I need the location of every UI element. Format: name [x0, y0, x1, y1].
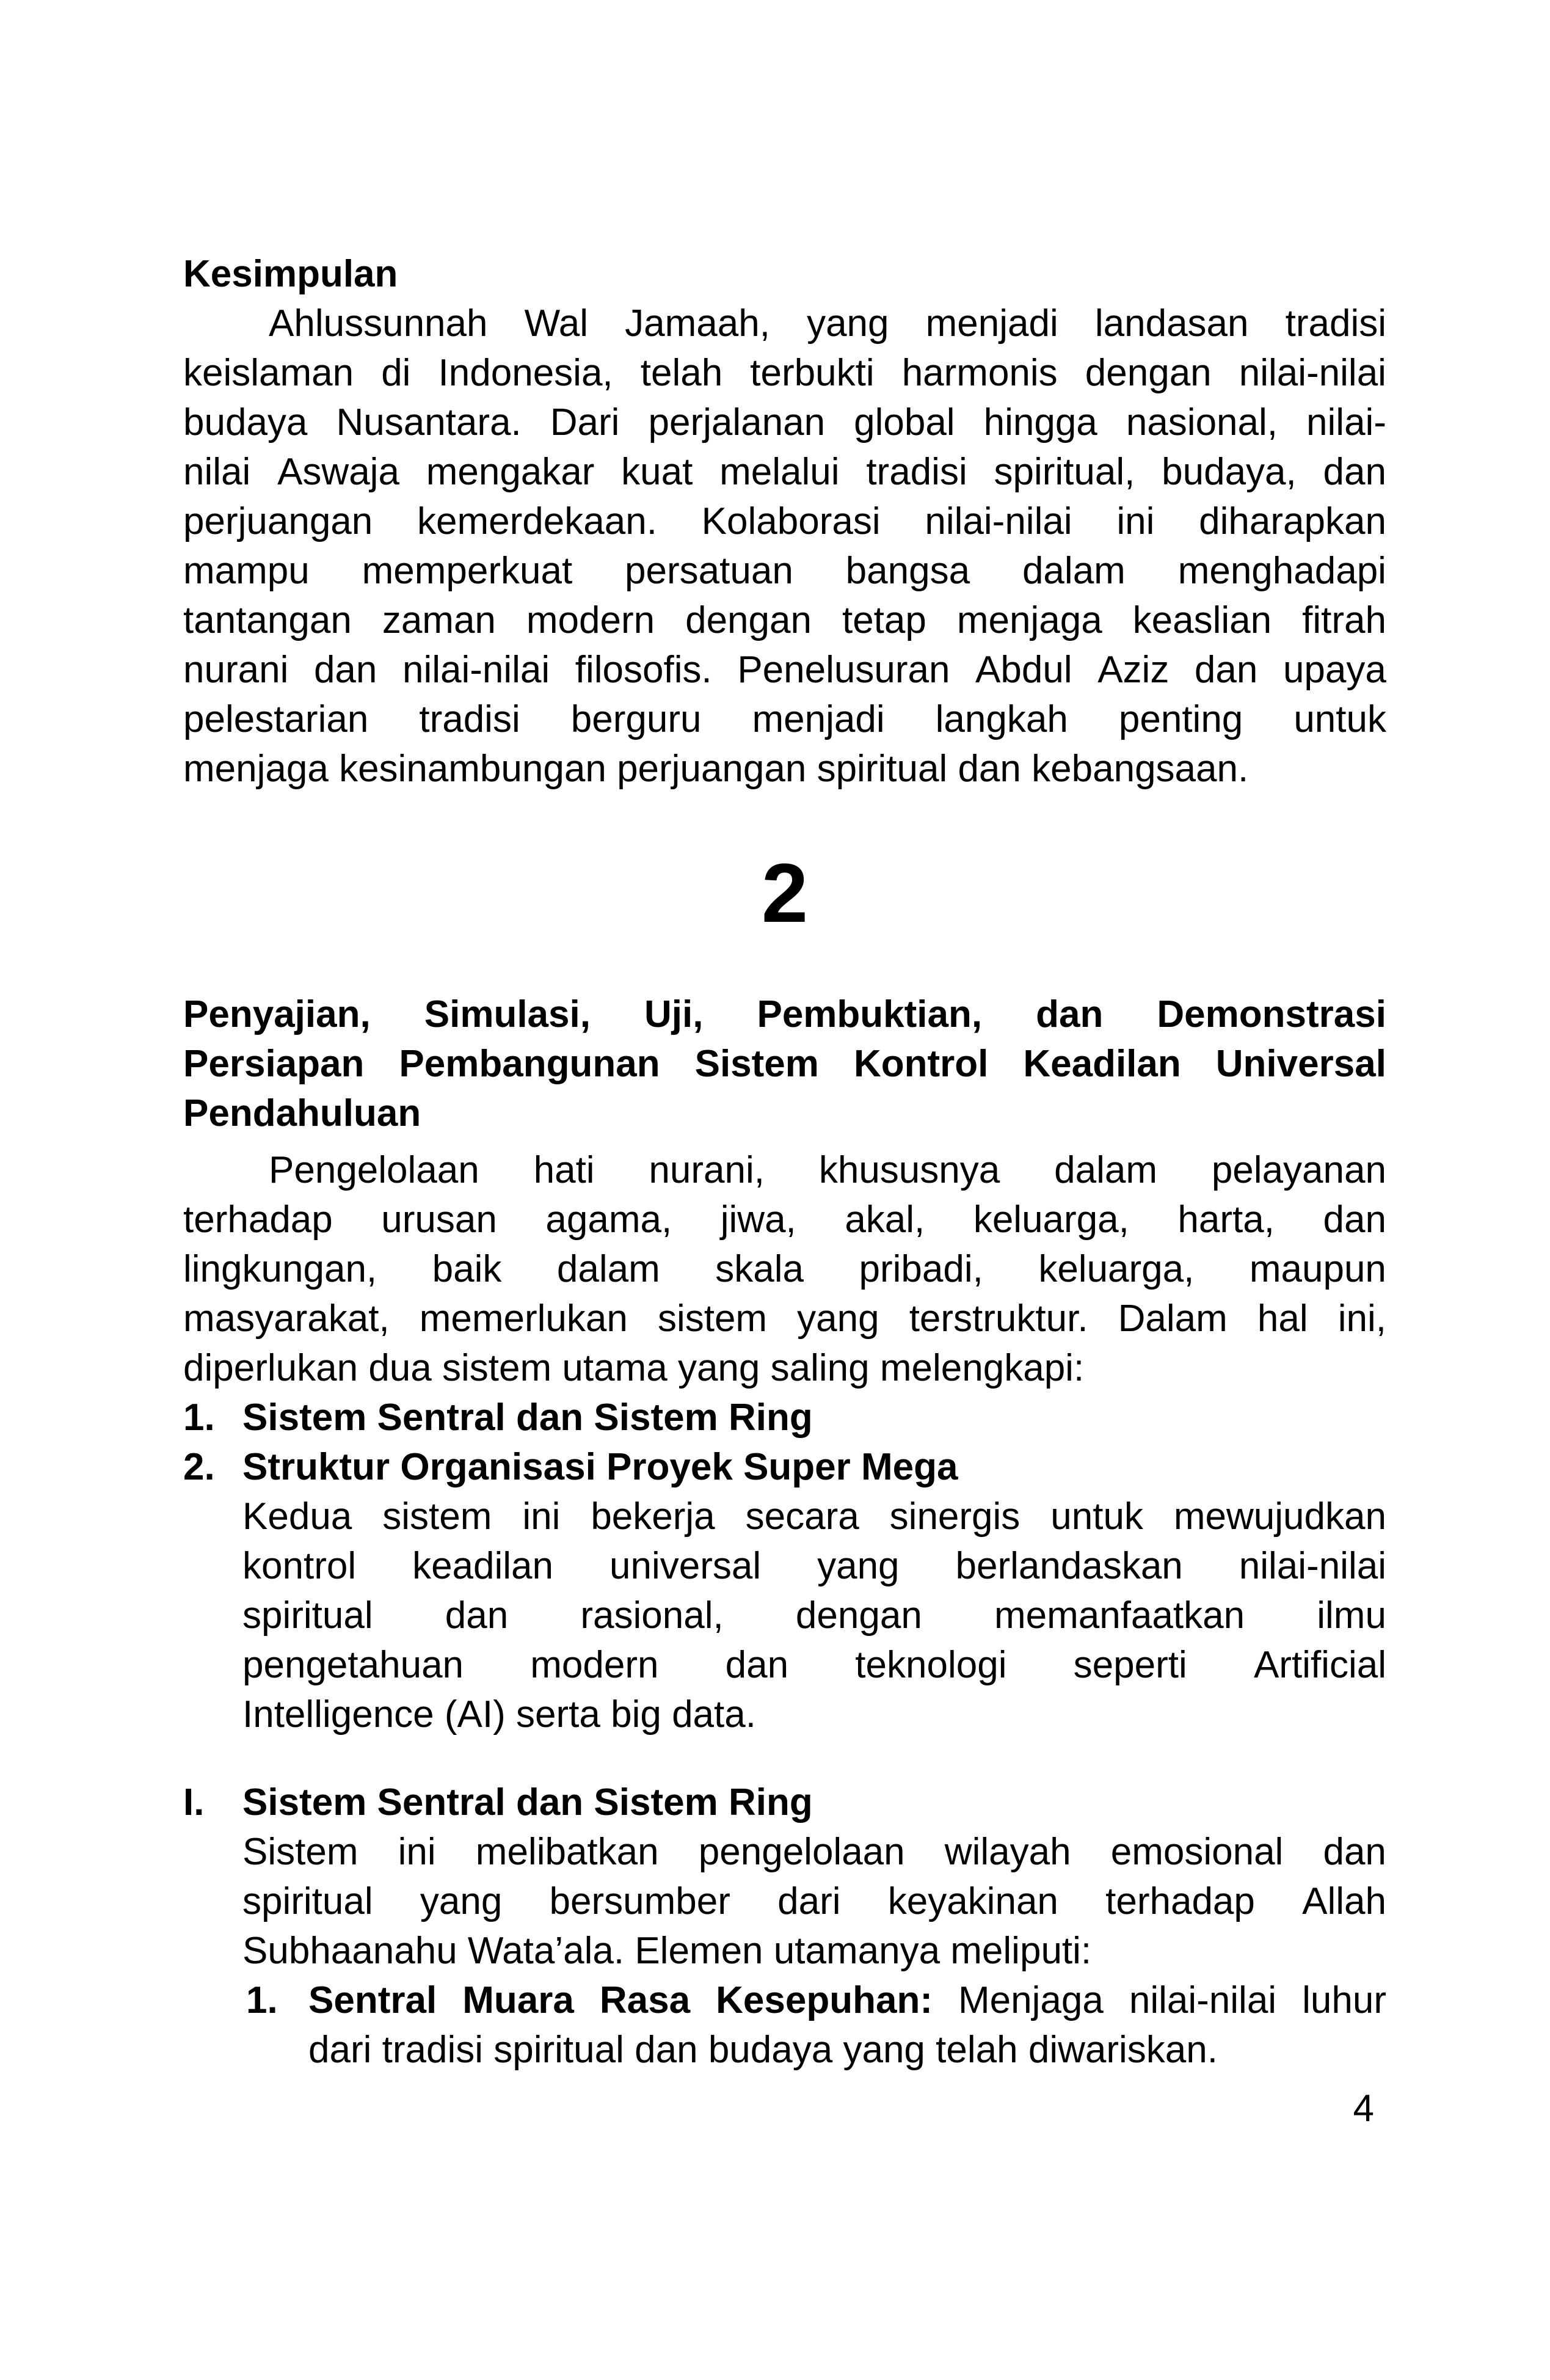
paragraph-sistem-ini: Sistem ini melibatkan pengelolaan wilayah emosional dan spiritual yang bersumber dari keyakinan terhadap Allah Subhaanahu Wata’ala. Elemen utamanya meliputi:: [242, 1831, 1386, 1972]
list-number: 1.: [183, 1396, 215, 1439]
list-item-sentral-muara: [246, 1976, 1386, 2075]
page-number: 4: [1353, 2087, 1374, 2130]
list-number: 1.: [246, 1979, 278, 2021]
list-number: 2.: [183, 1446, 215, 1488]
page-content: [183, 249, 1386, 2133]
section-heading-sistem-sentral: [183, 1778, 1386, 1827]
section-heading-label: Sistem Sentral dan Sistem Ring: [242, 1781, 813, 1823]
chapter-number: 2: [761, 847, 809, 940]
list-item-label: Sistem Sentral dan Sistem Ring: [242, 1396, 813, 1439]
paragraph-kesimpulan: Ahlussunnah Wal Jamaah, yang menjadi landasan tradisi keislaman di Indonesia, telah terbukti harmonis dengan nilai-nilai budaya Nusantara. Dari perjalanan global hingga nasional, nilai- nilai Aswaja mengakar kuat melalui tradisi spiritual, budaya, dan perjuangan kemerdekaan. Kolaborasi nilai-nilai ini diharapkan mampu memperkuat persatuan bangsa dalam menghadapi tantangan zaman modern dengan tetap menjaga keaslian fitrah nurani dan nilai-nilai filosofis. Penelusuran Abdul Aziz dan upaya pelestarian tradisi berguru menjadi langkah penting untuk menjaga kesinambungan perjuangan spiritual dan kebangsaan.: [183, 302, 1386, 790]
heading-kesimpulan: Kesimpulan: [183, 253, 398, 295]
paragraph-kedua-sistem: Kedua sistem ini bekerja secara sinergis untuk mewujudkan kontrol keadilan universal yang berlandaskan nilai-nilai spiritual dan rasional, dengan memanfaatkan ilmu pengetahuan modern dan teknologi seperti Artificial Intelligence (AI) serta big data.: [242, 1495, 1386, 1736]
paragraph-pendahuluan: Pengelolaan hati nurani, khususnya dalam pelayanan terhadap urusan agama, jiwa, akal, keluarga, harta, dan lingkungan, baik dalam skala pribadi, keluarga, maupun masyarakat, memerlukan sistem yang terstruktur. Dalam hal ini, diperlukan dua sistem utama yang saling melengkapi:: [183, 1149, 1386, 1389]
list-item-struktur-organisasi: [183, 1442, 1386, 1492]
chapter-title: Penyajian, Simulasi, Uji, Pembuktian, dan Demonstrasi Persiapan Pembangunan Sistem Kontrol Keadilan Universal Pendahuluan: [183, 993, 1386, 1134]
list-item-label: Struktur Organisasi Proyek Super Mega: [242, 1446, 958, 1488]
list-item-text: Sentral Muara Rasa Kesepuhan: Menjaga nilai-nilai luhur dari tradisi spiritual dan budaya yang telah diwariskan.: [308, 1979, 1386, 2071]
section-number: I.: [183, 1781, 205, 1823]
list-item-sistem-sentral: [183, 1393, 1386, 1442]
